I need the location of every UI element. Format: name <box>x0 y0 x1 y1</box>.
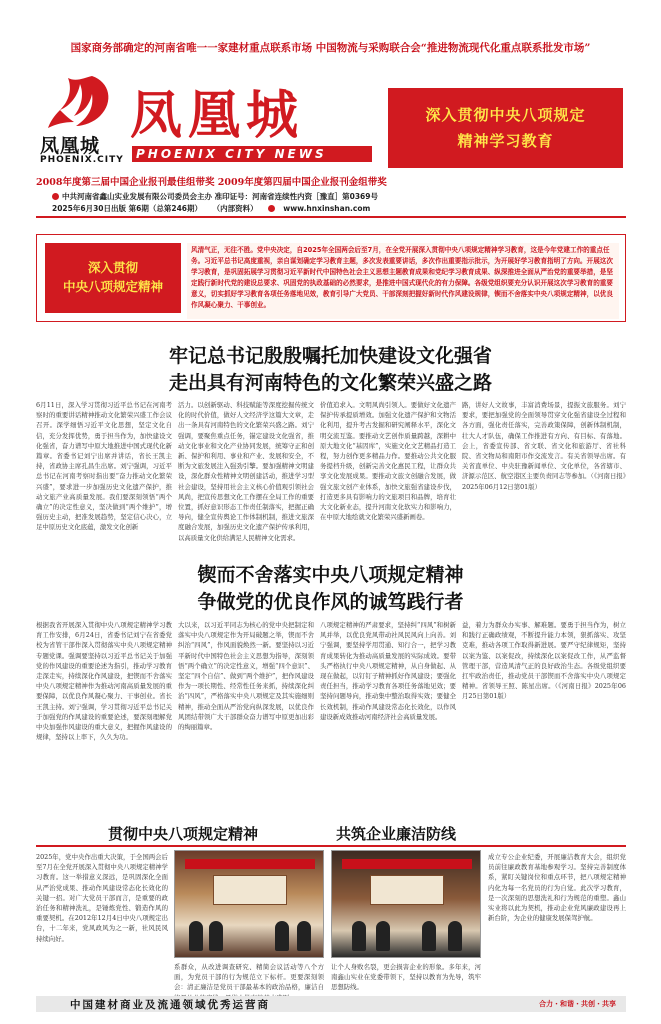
photo-banner <box>185 859 315 869</box>
article-1-title-line-2: 走出具有河南特色的文化繁荣兴盛之路 <box>168 372 492 394</box>
phoenix-logo-icon <box>40 72 120 132</box>
header-slogan: 国家商务部确定的河南省唯一一家建材重点联系市场 中国物流与采购联合会“推进物流现代化重点联系批发市场” <box>70 42 591 54</box>
header-divider <box>36 216 626 218</box>
notice-label-line-2: 中央八项规定精神 <box>62 279 163 294</box>
logo-subtitle: PHOENIX.CITY <box>40 155 124 165</box>
photo-person <box>352 921 366 951</box>
photo-banner <box>342 859 472 869</box>
article-3-title-1: 贯彻中央八项规定精神 <box>108 825 259 843</box>
article-3-column-4: 成立专公企业纪委，开展廉洁教育大会，组织党员前往廉政教育基地参观学习。坚持完善制度体系，紧盯关键岗位和重点环节，把八项规定精神内化为每一名党员的行为自觉。此次学习教育，是一次深刻的思想洗礼和行为规范的重塑。鑫山实业将以此为契机，推动企业党风廉政建设再上新台阶，为企业的健康发展保驾护航。 <box>488 853 626 923</box>
meeting-photo-left <box>174 850 324 958</box>
article-3-column-1: 2025年，党中央作出重大决策，于全国两会后至7月在全党开展深入贯彻中央八项规定精神学习教育。这一举措意义深远，是巩固深化全面从严治党成果、推动作风建设常态化长效化的关键一招。对广大党员干部而言，是重要的政治任务和精神洗礼，是锤炼党性、锻造作风的重要契机。在2012年12月4日中央八项规定出台，十二年来，党风政风为之一新，社风民风持续向好。 <box>36 853 168 943</box>
issue-date: 2025年6月30日出版 第6期（总第246期） <box>52 204 203 213</box>
article-3-headline <box>36 823 626 843</box>
footer-motto: 合力・和谐・共创・共享 <box>539 1000 616 1008</box>
article-3-column-3: 让个人身败名裂，更会损害企业的形象。多年来，河南鑫山实业在党委带领下，坚持以教育为先导，筑牢思想防线。 <box>331 963 481 992</box>
publisher-icon <box>52 193 59 200</box>
globe-icon <box>268 205 275 212</box>
article-1-column-2: 活力。以创新驱动、科技赋能等深度挖掘传统文化的时代价值，做好人文经济学这篇大文章，走出一条具有河南特色的文化繁荣兴盛之路。刘宁强调，要聚焦重点任务，锚定建设文化强省，推动文化事业和文化产业协同发展，统筹守正和创新、保护和利用、事业和产业、发展和安全，不断为文旅发展注入强劲引擎。要加强精神文明建设，深化群众性精神文明创建活动，推进学习型社会建设，坚持用社会主义核心价值观引领社会风尚，把宣传思想文化工作摆在全局工作的重要位置，抓好意识形态工作责任制落实，把握正确导向，健全宣传舆论工作体制机制，推进文旅深度融合发展，加强历史文化遗产保护传承利用，以高质量文化供给满足人民精神文化需求。 <box>178 401 314 542</box>
article-3-column-2: 系群众，从改进调查研究、精简会议活动等八个方面，为党员干部的行为规范立下标杆。更要深刻领会：清正廉洁是党员干部最基本的政治品格，廉洁自 <box>174 963 324 992</box>
promo-line-2: 精神学习教育 <box>457 132 554 150</box>
article-1-column-1: 6月11日，深入学习贯彻习近平总书记在河南考察时的重要讲话精神推动文化繁荣兴盛工作会议召开。深学细悟习近平文化思想，坚定文化自信，充分发挥优势，勇于担当作为，加快建设文化强省，奋力谱写中原大地推进中国式现代化新篇章。省委书记刘宁出席并讲话，省长王凯主持，省政协主席孔昌生出席。刘宁强调，习近平总书记在河南考察时指出要“奋力推动文化繁荣兴盛”，要求进一步加强历史文化遗产保护，推动文旅产业高质量发展。我们要深刻领悟“两个确立”的决定性意义，坚决做到“两个维护”，增强历史主动，把准发展趋势，坚定信心决心，立足中原历史文化底蕴，激发文化创新 <box>36 401 172 532</box>
issue-info <box>52 203 642 214</box>
photo-person <box>376 921 390 951</box>
article-1-column-3: 价值追求入。文明风尚引领人。要做好文化遗产保护传承提质增效。加强文化遗产保护和文物活化利用，提升考古发掘和研究阐释水平，深化文明交流互鉴。要推动文艺创作质量跨越，深耕中原大地文化“基因库”，实施文化文艺精品打造工程，努力创作更多精品力作。要推动公共文化服务提档升级，创新完善文化惠民工程，让群众共享文化发展成果。要推动文旅文创融合发展，做强文旅文创产业体系，加快文旅强省建设步伐，打造更多具有影响力的文旅项目和品牌，培育壮大文化新业态，提升河南文化软实力和影响力，在中原大地绘就文化繁荣兴盛新画卷。 <box>320 401 456 522</box>
article-3-title-2: 共筑企业廉洁防线 <box>336 825 457 843</box>
notice-label-line-1: 深入贯彻 <box>87 260 138 275</box>
logo-text: 凤凰城 <box>40 135 101 157</box>
article-1-headline <box>0 343 661 397</box>
promo-box <box>388 88 623 168</box>
publisher-info <box>52 191 642 202</box>
photo-screen <box>370 875 444 905</box>
notice-box <box>36 234 626 322</box>
photo-person <box>275 921 289 951</box>
awards-line: 2008年度第三届中国企业报刊最佳组带奖 2009年度第四届中国企业报刊金组带奖 <box>36 177 387 188</box>
article-1-title-line-1: 牢记总书记殷殷嘱托加快建设文化强省 <box>168 345 492 367</box>
photo-person <box>422 921 436 951</box>
article-2-title-line-1: 锲而不舍落实中央八项规定精神 <box>197 564 464 586</box>
masthead-english: PHOENIX CITY NEWS <box>132 146 372 162</box>
photo-person <box>209 921 223 951</box>
article-2-column-4: 益，着力为群众办实事、解难题。要勇于担当作为，树立和践行正确政绩观，不断提升能力本领，狠抓落实、攻坚克难，推动各项工作取得新进展。要严守纪律规矩，坚持以案为鉴、以案促改，持续深化以案促改工作，从严监督管理干部，营造风清气正的良好政治生态。各级党组织要扛牢政治责任，推动党员干部锲而不舍落实中央八项规定精神。省领导王照、陈星出席。（《河南日报》2025年06月25日第01版） <box>462 621 626 701</box>
website-link[interactable]: www.hnxinshan.com <box>283 204 371 213</box>
article-2-column-1: 根据我省开展深入贯彻中央八项规定精神学习教育工作安排，6月24日，省委书记刘宁在省委党校为省管干部作深入贯彻落实中央八项规定精神专题党课。强调要坚持以习近平总书记关于加强党的作风建设的重要论述为指引，推动学习教育走深走实，持续深化作风建设，把锲而不舍落实中央八项规定精神作为推动河南高质量发展的重要保障，以优良作风凝心聚力、干事创业。省长王凯主持。刘宁强调，学习贯彻习近平总书记关于加强党的作风建设的重要论述，要深刻理解党中央加强作风建设的重大意义，把握作风建设的规律，坚持以上率下，久久为功。 <box>36 621 172 742</box>
photo-person <box>189 921 203 951</box>
masthead <box>130 88 400 166</box>
article-2-headline <box>0 562 661 616</box>
article-2-title-line-2: 争做党的优良作风的诚笃践行者 <box>197 591 464 613</box>
article-2-column-3: 八项规定精神的严肃要求，坚持纠“四风”和树新风并举，以优良党风带动社风民风向上向善。刘宁强调，要坚持学用贯通、知行合一，把学习教育成果转化为推动高质量发展的实际成效。要带头严格执行中央八项规定精神，从自身做起、从现在做起，以钉钉子精神抓好作风建设；要强化责任担当，推动学习教育各项任务落地见效；要坚持问题导向，推动集中整治取得实效；要健全长效机制，推动作风建设常态化长效化，以作风建设新成效推动河南经济社会高质量发展。 <box>320 621 456 721</box>
footer-bar <box>36 996 626 1012</box>
photo-screen <box>213 875 287 905</box>
photo-person <box>448 921 462 951</box>
promo-line-1: 深入贯彻中央八项规定 <box>425 106 586 124</box>
article-3-divider <box>36 845 626 847</box>
footer-slogan: 中国建材商业及流通领域优秀运营商 <box>70 999 270 1011</box>
publisher-text: 中共河南省鑫山实业发展有限公司委员会主办 准印证号：河南省连续性内资［豫直］第0369号 <box>62 192 378 201</box>
masthead-title: 凤凰城 <box>130 86 305 146</box>
article-2-column-2: 大以来，以习近平同志为核心的党中央把制定和落实中央八项规定作为开局破题之举，锲而不舍纠治“四风”，作风面貌焕然一新。要坚持以习近平新时代中国特色社会主义思想为指导，深刻领悟“两个确立”的决定性意义，增强“四个意识”、坚定“四个自信”、做到“两个维护”，把作风建设作为一项长期性、经常性任务来抓，持续深化纠治“四风”，严格落实中央八项规定及其实施细则精神，推动全面从严治党向纵深发展，以优良作风团结带领广大干部群众奋力谱写中原更加出彩的绚丽篇章。 <box>178 621 314 732</box>
notice-label <box>45 243 181 313</box>
notice-text: 风清气正，无往不胜。党中央决定，自2025年全国两会后至7月，在全党开展深入贯彻中央八项规定精神学习教育，这是今年党建工作的重点任务。习近平总书记高度重视，亲自谋划确定学习教育主题，多次发表重要讲话，多次作出重要指示批示，为开展好学习教育指明了方向。开展这次学习教育，是巩固拓展学习贯彻习近平新时代中国特色社会主义思想主题教育成果和党纪学习教育成果、纵深推进全面从严治党的重要举措，是坚定践行新时代党的建设总要求、巩固党的执政基础的必然要求，是推进中国式现代化的有力保障。各级党组织要充分认识开展这次学习教育的重要意义，切实抓好学习教育各项任务落地见效，教育引导广大党员、干部深刻把握好新时代作风建设规律，锲而不舍落实中央八项规定精神，以优良作风凝心聚力、干事创业。 <box>187 243 619 319</box>
meeting-photo-right <box>331 850 481 958</box>
photo-person <box>297 921 311 951</box>
article-1-column-4: 路，讲好人文故事，丰富消费场景，提振文旅服务。刘宁要求，要把加强党的全面领导贯穿文化强省建设全过程和各方面，强化责任落实，完善政策保障，创新体制机制，壮大人才队伍，确保工作推进有方向、有目标、有落地。会上，省委宣传部、省文联、省文化和旅游厅、省社科院、省文物局和南阳市作交流发言。有关省领导出席。有关省直单位、中央驻豫新闻单位、文化单位，各省辖市、济源示范区、航空港区主要负责同志等参加。（《河南日报》2025年06月12日第01版） <box>462 401 626 491</box>
issue-note: （内部资料） <box>212 204 258 213</box>
